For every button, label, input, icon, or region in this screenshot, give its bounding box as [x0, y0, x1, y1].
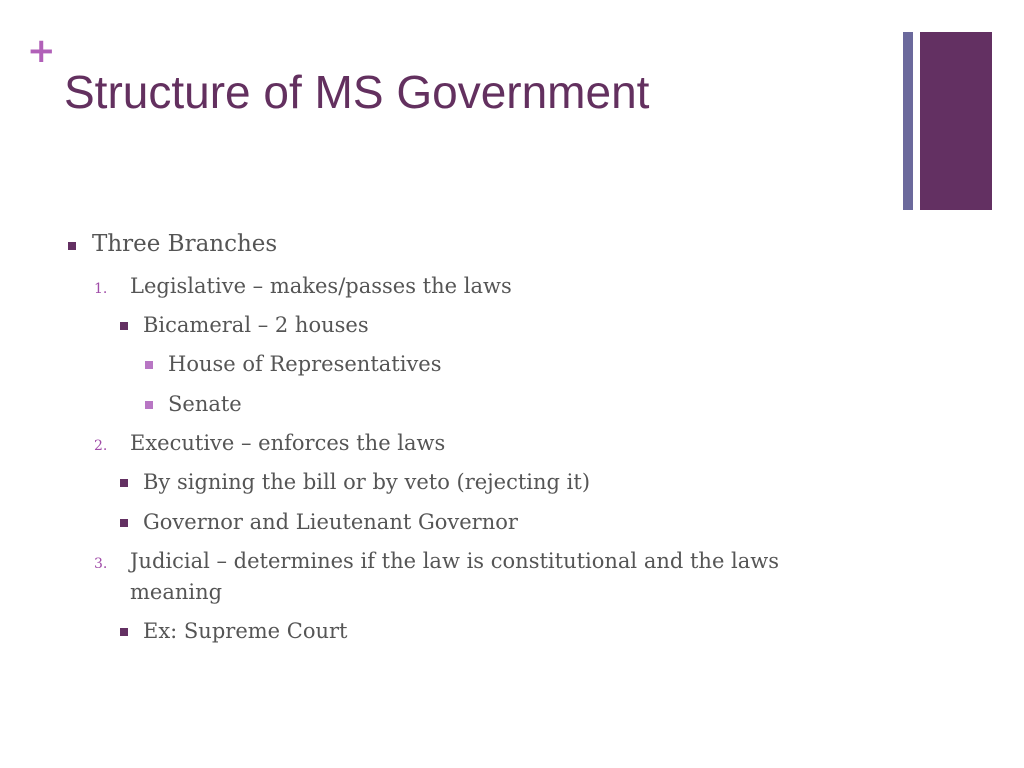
list-number: 3.	[94, 556, 108, 572]
list-item-text: Ex: Supreme Court	[143, 619, 348, 643]
numbered-item	[94, 428, 445, 462]
list-item-text: Executive – enforces the laws	[130, 431, 446, 455]
square-bullet-icon	[120, 519, 128, 527]
list-item-text: Senate	[168, 392, 242, 416]
numbered-item	[94, 546, 850, 608]
list-item	[120, 467, 590, 498]
list-item-text: By signing the bill or by veto (rejecting it)	[143, 470, 591, 494]
list-item	[68, 229, 277, 260]
square-bullet-icon	[145, 401, 153, 409]
square-bullet-icon	[68, 242, 76, 250]
list-number: 2.	[94, 438, 108, 454]
square-bullet-icon	[120, 479, 128, 487]
list-item-text: Judicial – determines if the law is constitutional and the laws meaning	[130, 549, 780, 604]
list-item	[145, 349, 442, 380]
square-bullet-icon	[120, 322, 128, 330]
list-item	[120, 310, 369, 341]
square-bullet-icon	[145, 361, 153, 369]
list-item-text: House of Representatives	[168, 352, 442, 376]
slide-title: Structure of MS Government	[64, 66, 650, 118]
list-item-text: Bicameral – 2 houses	[143, 313, 369, 337]
list-item	[120, 507, 518, 538]
list-item-text: Governor and Lieutenant Governor	[143, 510, 518, 534]
list-item-text: Three Branches	[92, 231, 278, 257]
square-bullet-icon	[120, 628, 128, 636]
list-item-text: Legislative – makes/passes the laws	[130, 274, 512, 298]
list-item	[120, 616, 347, 647]
list-item	[145, 389, 242, 420]
numbered-item	[94, 271, 512, 305]
list-number: 1.	[94, 281, 108, 297]
plus-icon: +	[27, 31, 56, 71]
